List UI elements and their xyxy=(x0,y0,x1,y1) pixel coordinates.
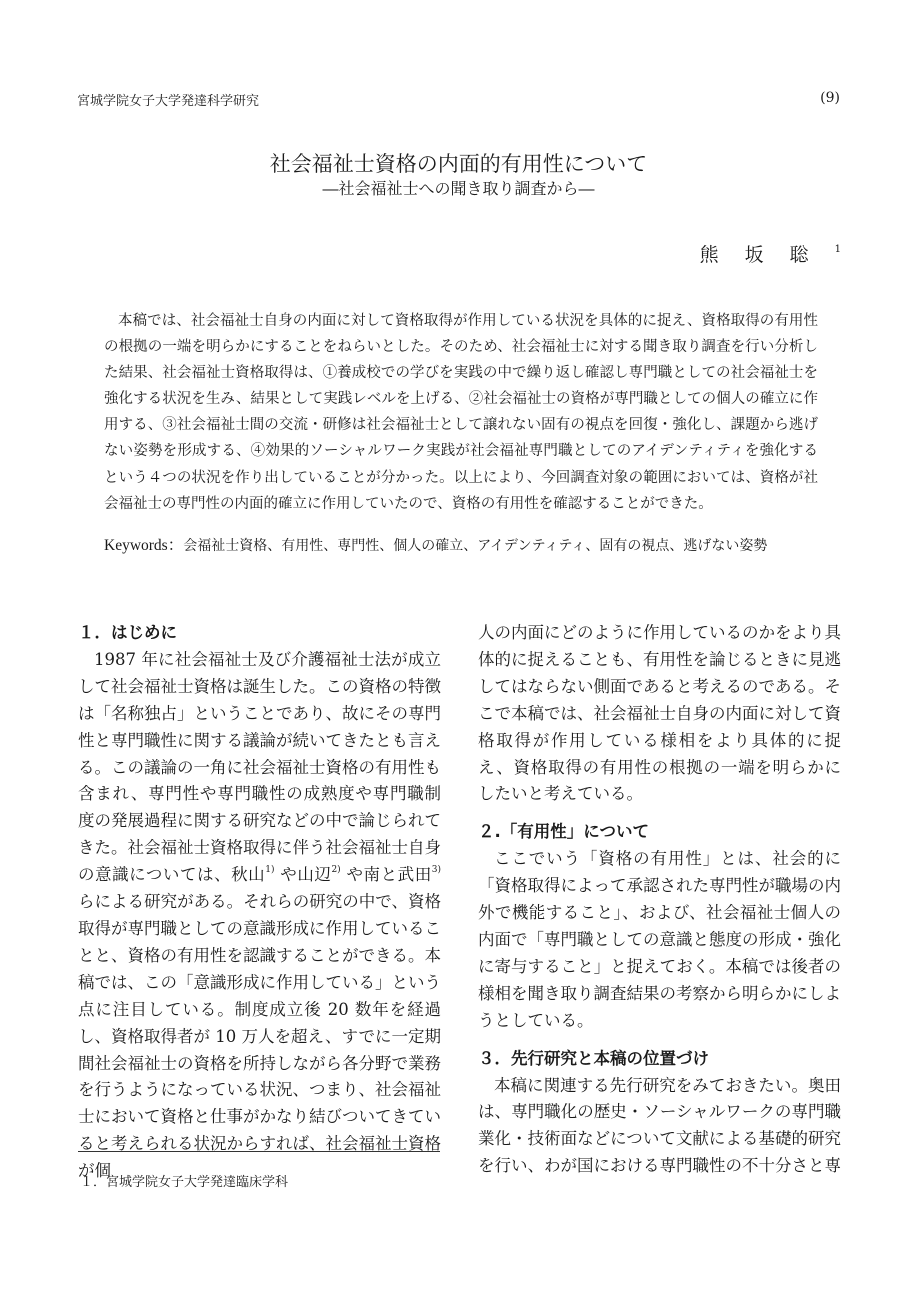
abstract: 本稿では、社会福祉士自身の内面に対して資格取得が作用している状況を具体的に捉え、資格取得の有用性の根拠の一端を明らかにすることをねらいとした。そのため、社会福祉士に対する聞き取り調査を行い分析した結果、社会福祉士資格取得は、①養成校での学びを実践の中で繰り返し確認し専門職としての社会福祉士を強化する状況を生み、結果として実践レベルを上げる、②社会福祉士の資格が専門職としての個人の確立に作用する、③社会福祉士間の交流・研修は社会福祉士として譲れない固有の視点を回復・強化し、課題から逃げない姿勢を形成する、④効果的ソーシャルワーク実践が社会福祉専門職としてのアイデンティティを強化するという４つの状況を作り出していることが分かった。以上により、今回調査対象の範囲においては、資格が社会福祉士の専門性の内面的確立に作用していたので、資格の有用性を確認することができた。 xyxy=(104,313,818,512)
section-1-paragraph xyxy=(78,647,441,1185)
right-column xyxy=(478,620,841,1180)
author-name: 熊坂聡 xyxy=(699,244,835,266)
author-affiliation-marker: 1 xyxy=(834,244,841,255)
keywords-text: 会福祉士資格、有用性、専門性、個人の確立、アイデンティティ、固有の視点、逃げない姿勢 xyxy=(183,538,768,554)
paper-title: 社会福祉士資格の内面的有用性について xyxy=(269,152,648,176)
journal-name: 宮城学院女子大学発達科学研究 xyxy=(77,94,260,109)
section-2-heading: ２.「有用性」について xyxy=(478,822,649,842)
paragraph-text: 1987 年に社会福祉士及び介護福祉士法が成立して社会福祉士資格は誕生した。この資格の特徴は「名称独占」ということであり、故にその専門性と専門職性に関する議論が続いてきたとも言える。この議論の一角に社会福祉士資格の有用性も含まれ、専門性や専門職性の成熟度や専門職制度の発展過程に関する研究などの中で論じられてきた。社会福祉士資格取得に伴う社会福祉士自身の意識については、秋山 xyxy=(78,649,441,885)
author xyxy=(700,240,841,267)
keywords xyxy=(104,533,767,555)
reference-1: 1) xyxy=(265,865,275,876)
reference-2: 2) xyxy=(331,865,341,876)
section-2-paragraph: ここでいう「資格の有用性」とは、社会的に「資格取得によって承認された専門性が職場の内外で機能すること」、および、社会福祉士個人の内面で「専門職としての意識と態度の形成・強化に寄与すること」と捉えておく。本稿では後者の様相を聞き取り調査結果の考察から明らかにしようとしている。 xyxy=(478,849,841,1030)
page-number: (9) xyxy=(820,90,840,106)
footnote-affiliation: １．宮城学院女子大学発達臨床学科 xyxy=(80,1175,289,1190)
keywords-label: Keywords： xyxy=(104,537,184,554)
paragraph-text: や山辺 xyxy=(274,865,332,885)
paragraph-text: や南と武田 xyxy=(340,865,432,885)
left-column xyxy=(78,620,441,1185)
section-1-heading: １．はじめに xyxy=(78,623,177,642)
section-3-paragraph: 本稿に関連する先行研究をみておきたい。奥田は、専門職化の歴史・ソーシャルワークの専門職業化・技術面などについて文献による基礎的研究を行い、わが国における専門職性の不十分さと専 xyxy=(478,1075,841,1176)
footnote-divider xyxy=(78,1151,440,1152)
reference-3: 3) xyxy=(431,865,442,876)
section-3-heading: ３．先行研究と本稿の位置づけ xyxy=(478,1048,709,1068)
paragraph-text: らによる研究がある。それらの研究の中で、資格取得が専門職としての意識形成に作用していることと、資格の有用性を認識することができる。本稿では、この「意識形成に作用している」という点に注目している。制度成立後 20 数年を経過し、資格取得者が 10 万人を超え、すでに一定期間社会福祉士の資格を所持しながら各分野で業務を行うようになっている状況、つまり、社会福祉士において資格と仕事がかなり結びついてきていると考えられる状況からすれば、社会福祉士資格が個 xyxy=(78,892,441,1181)
section-1-paragraph-continued: 人の内面にどのように作用しているのかをより具体的に捉えることも、有用性を論じるときに見逃してはならない側面であると考えるのである。そこで本稿では、社会福祉士自身の内面に対して資格取得が作用している様相をより具体的に捉え、資格取得の有用性の根拠の一端を明らかにしたいと考えている。 xyxy=(478,623,842,804)
paper-subtitle: ―社会福祉士への聞き取り調査から― xyxy=(322,179,595,198)
